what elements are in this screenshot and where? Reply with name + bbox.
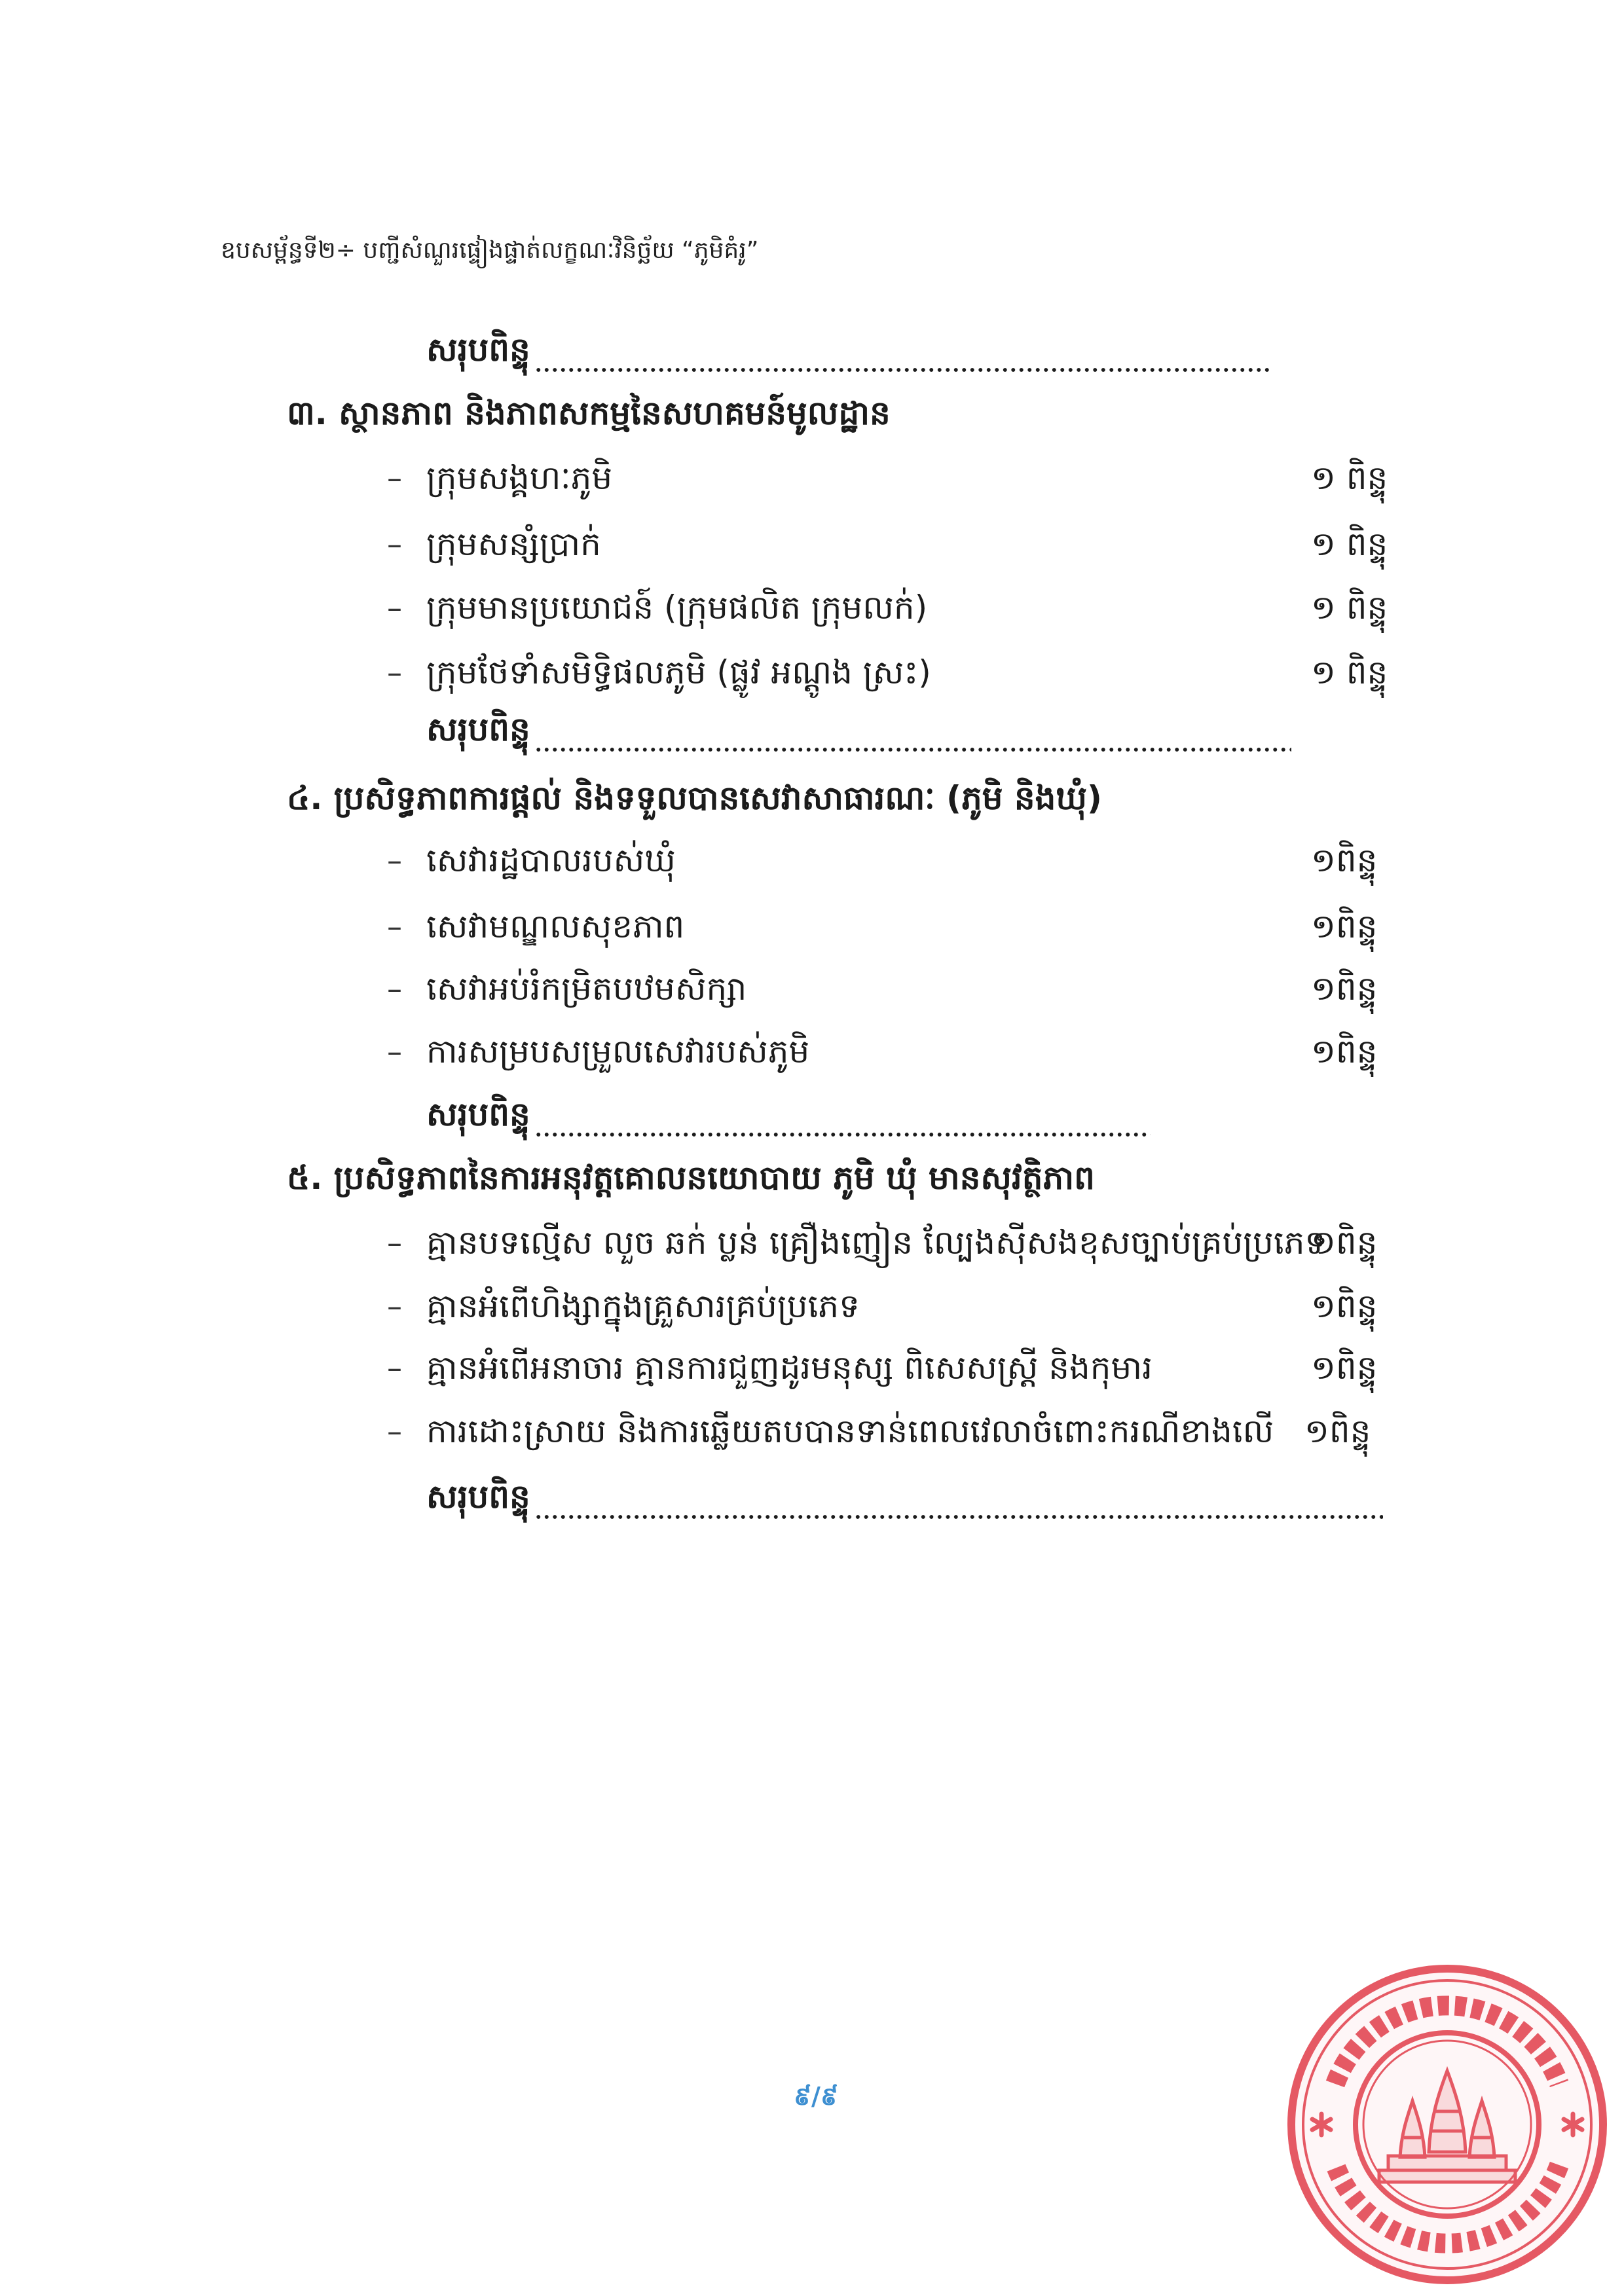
bullet-dash: –	[387, 1350, 402, 1385]
item-score: ១ពិន្ទុ	[1311, 970, 1378, 1008]
bullet-dash: –	[387, 1034, 402, 1069]
total-score-line	[426, 1467, 1383, 1533]
bullet-dash: –	[387, 1225, 402, 1260]
item-score: ១ពិន្ទុ	[1304, 1412, 1371, 1450]
document-header: ឧបសម្ព័ន្ធទី២÷ បញ្ជីសំណួរផ្ទៀងផ្ទាត់លក្ខណៈវិនិច្ឆ័យ “ភូមិគំរូ”	[221, 237, 759, 264]
item-text: គ្មានបទល្មើស លួច ឆក់ ប្លន់ គ្រឿងញៀន ល្បែងស៊ីសងខុសច្បាប់គ្រប់ប្រភេទ	[426, 1224, 1326, 1262]
bullet-dash: –	[387, 1413, 402, 1449]
dotted-leader	[534, 1085, 1151, 1150]
item-text: សេវាអប់រំកម្រិតបឋមសិក្សា	[426, 970, 747, 1008]
bullet-dash: –	[387, 526, 402, 562]
item-score: ១ពិន្ទុ	[1311, 1349, 1378, 1387]
item-text: ក្រុមថែទាំសមិទ្ធិផលភូមិ (ផ្លូវ អណ្តូង ស្រះ)	[426, 653, 931, 691]
total-score-label: សរុបពិន្ទុ	[426, 330, 530, 369]
item-score: ១ ពិន្ទុ	[1311, 459, 1388, 497]
total-score-label: សរុបពិន្ទុ	[426, 1477, 530, 1516]
item-text: គ្មានអំពើហិង្សាក្នុងគ្រួសារគ្រប់ប្រភេទ	[426, 1287, 860, 1325]
bullet-dash: –	[387, 1288, 402, 1324]
temple-base	[1379, 2170, 1515, 2182]
total-score-label: សរុបពិន្ទុ	[426, 710, 530, 748]
bullet-dash: –	[387, 460, 402, 496]
dotted-leader	[534, 1467, 1383, 1533]
page-number: ៩/៩	[794, 2082, 838, 2111]
total-score-label: សរុបពិន្ទុ	[426, 1095, 530, 1133]
temple-platform	[1388, 2156, 1506, 2170]
dotted-leader	[534, 700, 1291, 765]
section-heading: ៥. ប្រសិទ្ធភាពនៃការអនុវត្តគោលនយោបាយ ភូមិ ឃុំ មានសុវត្ថិភាព	[287, 1158, 1095, 1197]
section-heading: ៤. ប្រសិទ្ធភាពការផ្តល់ និងទទួលបានសេវាសាធារណៈ (ភូមិ និងឃុំ)	[287, 778, 1102, 817]
item-score: ១ ពិន្ទុ	[1311, 525, 1388, 563]
bullet-dash: –	[387, 909, 402, 944]
total-score-line	[426, 320, 1272, 386]
total-score-line	[426, 700, 1291, 765]
item-score: ១ពិន្ទុ	[1311, 1224, 1378, 1262]
official-seal-icon	[1283, 1961, 1611, 2288]
item-text: ក្រុមសង្គហៈភូមិ	[426, 459, 613, 497]
item-score: ១ពិន្ទុ	[1311, 1032, 1378, 1070]
total-score-line	[426, 1085, 1151, 1150]
item-score: ១ពិន្ទុ	[1311, 1287, 1378, 1325]
item-score: ១ ពិន្ទុ	[1311, 653, 1388, 691]
bullet-dash: –	[387, 843, 402, 878]
item-score: ១ ពិន្ទុ	[1311, 589, 1388, 627]
item-score: ១ពិន្ទុ	[1311, 841, 1378, 879]
item-text: គ្មានអំពើអនាចារ គ្មានការជួញដូរមនុស្ស ពិសេសស្ត្រី និងកុមារ	[426, 1349, 1153, 1387]
item-text: ការដោះស្រាយ និងការឆ្លើយតបបានទាន់ពេលវេលាចំពោះករណីខាងលើ	[426, 1412, 1274, 1450]
bullet-dash: –	[387, 971, 402, 1006]
item-text: សេវារដ្ឋបាលរបស់ឃុំ	[426, 841, 676, 879]
bullet-dash: –	[387, 655, 402, 690]
bullet-dash: –	[387, 590, 402, 625]
item-text: ការសម្របសម្រួលសេវារបស់ភូមិ	[426, 1032, 810, 1070]
section-heading: ៣. ស្ថានភាព និងភាពសកម្មនៃសហគមន៍មូលដ្ឋាន	[287, 393, 891, 432]
item-text: ក្រុមមានប្រយោជន៍ (ក្រុមផលិត ក្រុមលក់)	[426, 589, 928, 627]
item-score: ១ពិន្ទុ	[1311, 907, 1378, 945]
item-text: ក្រុមសន្សំប្រាក់	[426, 525, 601, 563]
dotted-leader	[534, 320, 1272, 386]
item-text: សេវាមណ្ឌលសុខភាព	[426, 907, 685, 945]
